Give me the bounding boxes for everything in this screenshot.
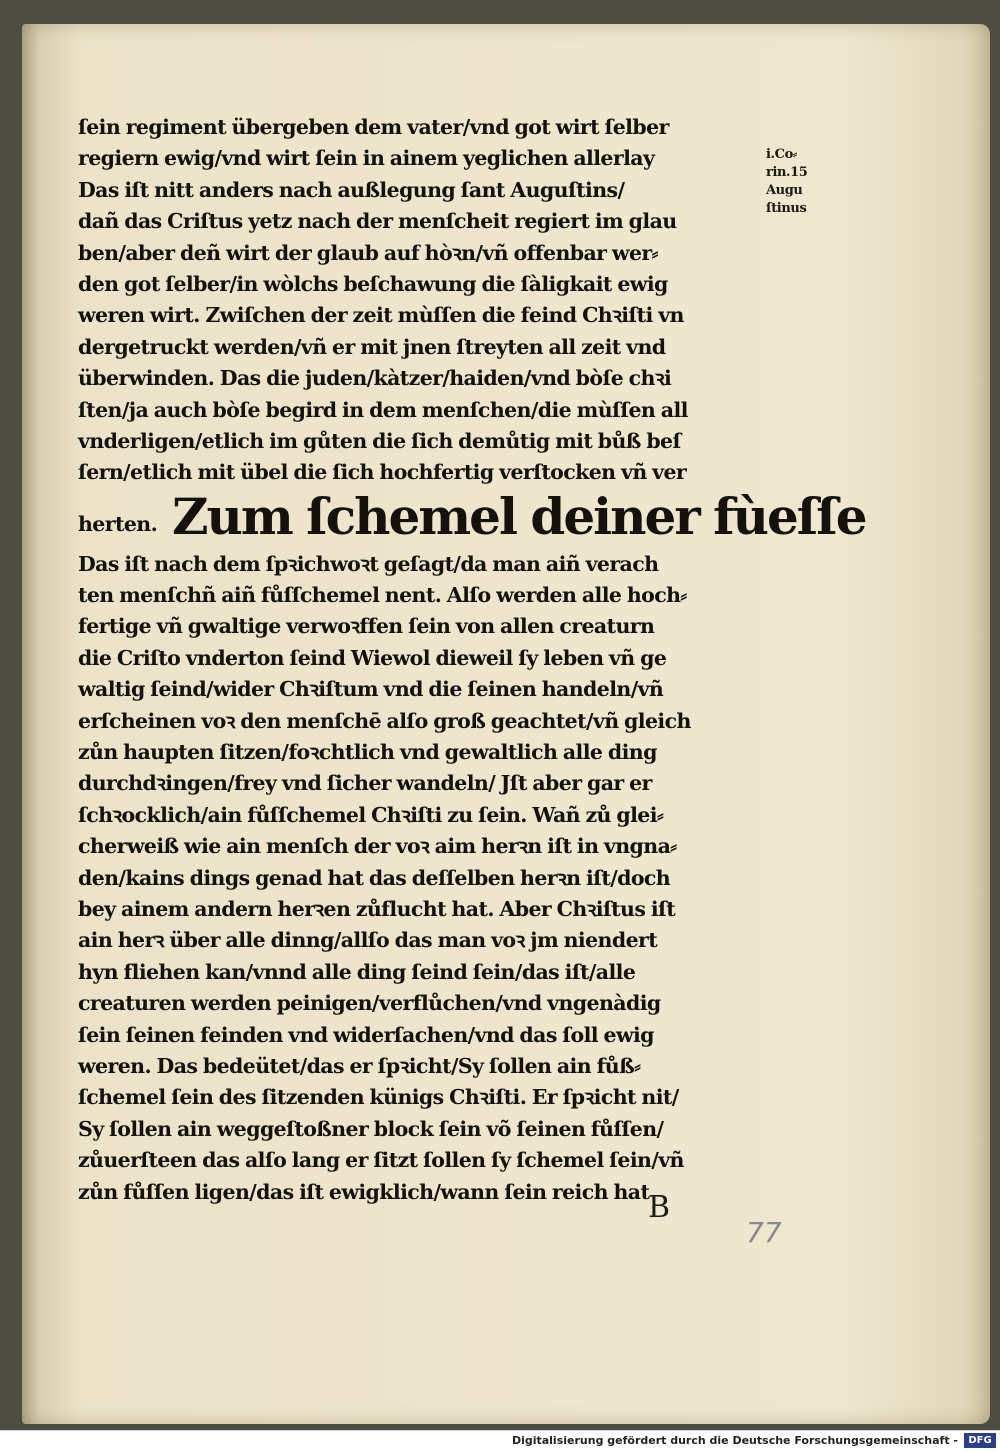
dfg-logo: DFG bbox=[964, 1433, 996, 1448]
text-line: waltig ſeind/wider Chꝛiſtum vnd die ſeinen handeln/vñ bbox=[78, 677, 664, 702]
text-line: ain herꝛ über alle dinng/allſo das man voꝛ jm niendert bbox=[78, 928, 658, 953]
section-heading bbox=[78, 486, 866, 549]
text-line: ſein ſeinen feinden vnd widerſachen/vnd das ſoll ewig bbox=[78, 1022, 654, 1047]
margin-note bbox=[766, 146, 826, 218]
text-line: dergetruckt werden/vñ er mit jnen ſtreyten all zeit vnd bbox=[78, 334, 666, 359]
margin-note-line: ſtinus bbox=[766, 201, 807, 216]
text-line: dañ das Criſtus yetz nach der menſcheit regiert im glau bbox=[78, 209, 677, 234]
text-line: ten menſchñ aiñ fůſſchemel nent. Alſo werden alle hoch⸗ bbox=[78, 583, 687, 608]
folio-number: 77 bbox=[746, 1216, 782, 1249]
text-line: ſten/ja auch bòſe begird in dem menſchen/die mùſſen all bbox=[78, 397, 688, 422]
heading-large-text: Zum ſchemel deiner fùeſſe bbox=[172, 486, 866, 546]
text-line: die Criſto vnderton ſeind Wiewol dieweil ſy leben vñ ge bbox=[78, 645, 667, 670]
text-line: fertige vñ gwaltige verwoꝛffen ſein von allen creaturn bbox=[78, 614, 655, 639]
text-line: creaturen werden peinigen/verflůchen/vnd vngenàdig bbox=[78, 991, 661, 1016]
text-line: durchdꝛingen/frey vnd ſicher wandeln/ Jſt aber gar er bbox=[78, 771, 652, 796]
text-line: den/kains dings genad hat das deſſelben herꝛn iſt/doch bbox=[78, 865, 671, 890]
margin-note-line: rin.15 bbox=[766, 165, 808, 180]
text-line: bey ainem andern herꝛen zůflucht hat. Aber Chꝛiſtus iſt bbox=[78, 896, 676, 921]
text-line: Das iſt nitt anders nach außlegung ſant Auguſtins/ bbox=[78, 177, 625, 202]
text-line: weren wirt. Zwiſchen der zeit mùſſen die feind Chꝛiſti vn bbox=[78, 303, 684, 328]
footer-bar bbox=[0, 1430, 1000, 1452]
heading-lead-word: herten. bbox=[78, 511, 158, 536]
text-line: erſcheinen voꝛ den menſchē alſo groß geachtet/vñ gleich bbox=[78, 708, 691, 733]
text-line: ſern/etlich mit übel die ſich hochfertig verſtocken vñ ver bbox=[78, 460, 687, 485]
text-line: zůuerſteen das alſo lang er ſitzt ſollen ſy ſchemel ſein/vñ bbox=[78, 1148, 684, 1173]
margin-note-line: Augu bbox=[766, 183, 803, 198]
text-line: weren. Das bedeütet/das er ſpꝛicht/Sy ſollen ain fůß⸗ bbox=[78, 1053, 641, 1078]
text-line: ſchꝛocklich/ain fůſſchemel Chꝛiſti zu ſein. Wañ zů glei⸗ bbox=[78, 802, 664, 827]
text-line: zůn fůſſen ligen/das iſt ewigklich/wann ſein reich hat bbox=[78, 1179, 650, 1204]
text-line: ben/aber deñ wirt der glaub auf hòꝛn/vñ offenbar wer⸗ bbox=[78, 240, 658, 265]
text-line: Sy ſollen ain weggeſtoßner block ſein võ ſeinen fůſſen/ bbox=[78, 1116, 664, 1141]
text-line: Das iſt nach dem ſpꝛichwoꝛt geſagt/da man aiñ verach bbox=[78, 551, 659, 576]
text-line: regiern ewig/vnd wirt ſein in ainem yeglichen allerlay bbox=[78, 146, 655, 171]
text-line: ſchemel ſein des ſitzenden künigs Chꝛiſti. Er ſpꝛicht nit/ bbox=[78, 1085, 679, 1110]
text-line: ſein regiment übergeben dem vater/vnd got wirt ſelber bbox=[78, 115, 669, 139]
margin-note-line: i.Co⸗ bbox=[766, 147, 797, 162]
text-line: hyn fliehen kan/vnnd alle ding ſeind ſein/das iſt/alle bbox=[78, 959, 636, 984]
text-line: vnderligen/etlich im gůten die ſich demůtig mit bůß beſ bbox=[78, 428, 681, 453]
text-line: den got ſelber/in wòlchs beſchawung die ſàligkait ewig bbox=[78, 271, 668, 296]
funding-notice: Digitalisierung gefördert durch die Deutsche Forschungsgemeinschaft - bbox=[511, 1434, 958, 1447]
signature-mark: B bbox=[648, 1190, 671, 1225]
text-line: überwinden. Das die juden/kàtzer/haiden/vnd bòſe chꝛi bbox=[78, 366, 672, 391]
text-line: cherweiß wie ain menſch der voꝛ aim herꝛn iſt in vngna⸗ bbox=[78, 834, 677, 859]
text-line: zůn haupten ſitzen/foꝛchtlich vnd gewaltlich alle ding bbox=[78, 740, 657, 765]
